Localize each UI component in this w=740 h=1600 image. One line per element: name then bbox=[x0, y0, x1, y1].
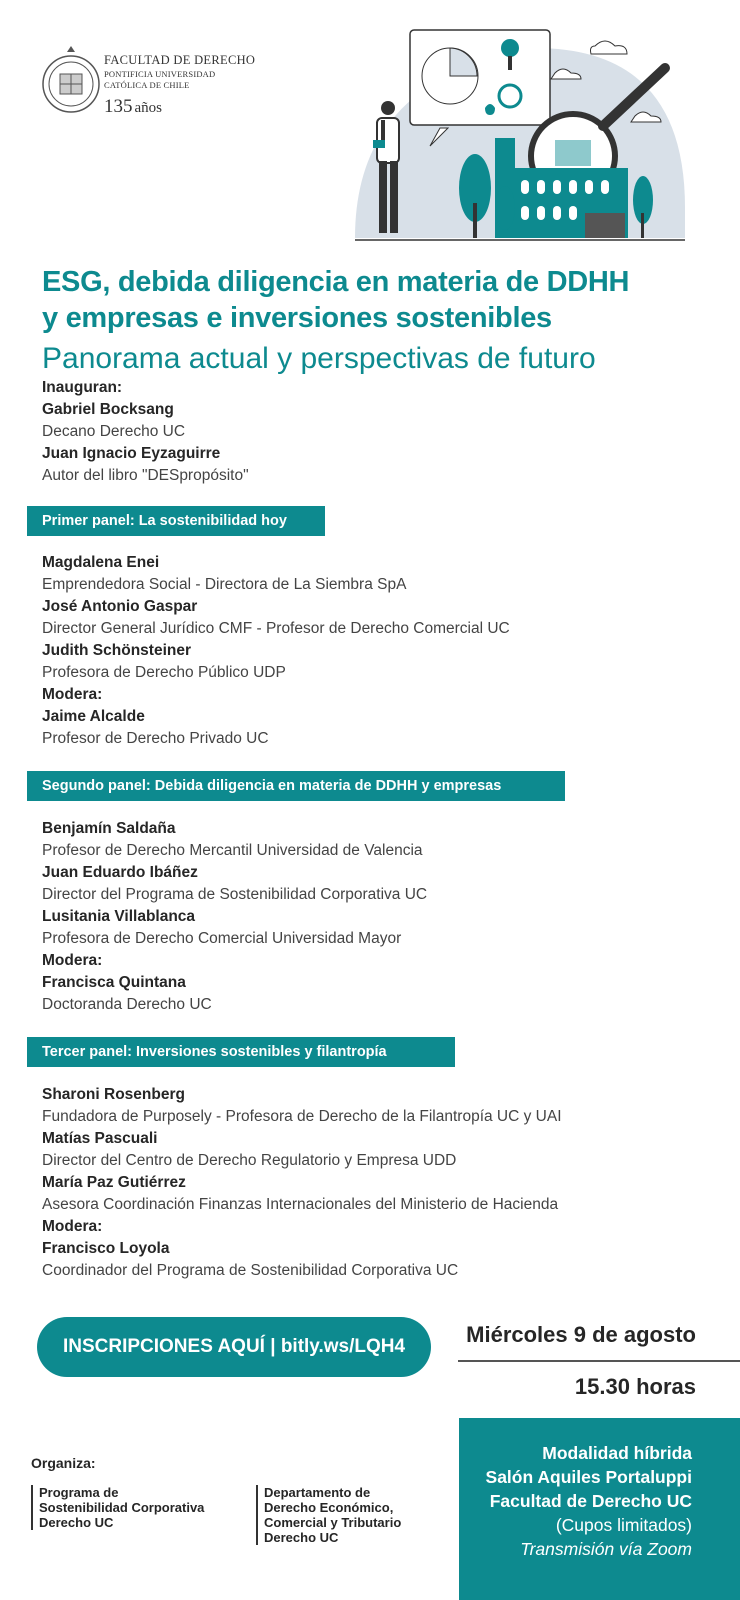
event-date: Miércoles 9 de agosto bbox=[466, 1322, 696, 1347]
organizer-line: Sostenibilidad Corporativa bbox=[39, 1500, 205, 1515]
speaker-role: Fundadora de Purposely - Profesora de Derecho de la Filantropía UC y UAI bbox=[42, 1108, 562, 1125]
speaker-role: Emprendedora Social - Directora de La Siembra SpA bbox=[42, 576, 407, 593]
venue-line: Transmisión vía Zoom bbox=[520, 1539, 692, 1559]
panel-2-header: Segundo panel: Debida diligencia en materia de DDHH y empresas bbox=[27, 771, 565, 801]
university-line2: CATÓLICA DE CHILE bbox=[104, 80, 190, 90]
speaker-name: María Paz Gutiérrez bbox=[42, 1174, 186, 1191]
moderator-heading: Modera: bbox=[42, 686, 103, 703]
organizer-department bbox=[256, 1485, 401, 1545]
anniversary bbox=[104, 96, 162, 118]
speaker-name: Juan Eduardo Ibáñez bbox=[42, 864, 198, 881]
divider bbox=[458, 1360, 740, 1362]
sustainability-city-illustration bbox=[355, 28, 695, 246]
university-line1: PONTIFICIA UNIVERSIDAD bbox=[104, 69, 216, 79]
speaker-name: Gabriel Bocksang bbox=[42, 401, 174, 418]
speaker-role: Asesora Coordinación Finanzas Internacionales del Ministerio de Hacienda bbox=[42, 1196, 559, 1213]
speaker-role: Profesor de Derecho Privado UC bbox=[42, 730, 269, 747]
organizer-line: Derecho UC bbox=[39, 1515, 114, 1530]
speaker-name: Sharoni Rosenberg bbox=[42, 1086, 185, 1103]
registration-button[interactable]: INSCRIPCIONES AQUÍ | bitly.ws/LQH4 bbox=[37, 1317, 431, 1377]
speaker-name: Matías Pascuali bbox=[42, 1130, 158, 1147]
anniversary-word: años bbox=[134, 100, 162, 116]
speaker-name: Benjamín Saldaña bbox=[42, 820, 176, 837]
speaker-name: Francisca Quintana bbox=[42, 974, 186, 991]
speaker-role: Decano Derecho UC bbox=[42, 423, 186, 440]
event-title-line2: y empresas e inversiones sostenibles bbox=[42, 302, 552, 334]
opening-heading: Inauguran: bbox=[42, 379, 123, 396]
speaker-role: Director del Centro de Derecho Regulatorio y Empresa UDD bbox=[42, 1152, 457, 1169]
speaker-role: Profesora de Derecho Comercial Universidad Mayor bbox=[42, 930, 402, 947]
speaker-name: Juan Ignacio Eyzaguirre bbox=[42, 445, 221, 462]
speaker-role: Director General Jurídico CMF - Profesor de Derecho Comercial UC bbox=[42, 620, 510, 637]
speaker-role: Autor del libro "DESpropósito" bbox=[42, 467, 249, 484]
organizer-line: Derecho Económico, bbox=[264, 1500, 394, 1515]
organizer-line: Programa de bbox=[39, 1485, 119, 1500]
speaker-name: Jaime Alcalde bbox=[42, 708, 145, 725]
panel-3-header: Tercer panel: Inversiones sostenibles y filantropía bbox=[27, 1037, 455, 1067]
panel-1-header: Primer panel: La sostenibilidad hoy bbox=[27, 506, 325, 536]
event-time: 15.30 horas bbox=[574, 1374, 696, 1399]
speaker-role: Coordinador del Programa de Sostenibilidad Corporativa UC bbox=[42, 1262, 459, 1279]
speaker-role: Profesora de Derecho Público UDP bbox=[42, 664, 286, 681]
venue-box bbox=[459, 1418, 740, 1600]
speaker-name: Lusitania Villablanca bbox=[42, 908, 196, 925]
organizer-line: Departamento de bbox=[264, 1485, 371, 1500]
speaker-role: Doctoranda Derecho UC bbox=[42, 996, 212, 1013]
speaker-name: Magdalena Enei bbox=[42, 554, 160, 571]
speaker-name: Francisco Loyola bbox=[42, 1240, 170, 1257]
organizer-line: Comercial y Tributario bbox=[264, 1515, 402, 1530]
speaker-name: Judith Schönsteiner bbox=[42, 642, 191, 659]
venue-line: (Cupos limitados) bbox=[555, 1515, 692, 1535]
organizer-line: Derecho UC bbox=[264, 1530, 339, 1545]
organizer-program bbox=[31, 1485, 204, 1530]
moderator-heading: Modera: bbox=[42, 952, 103, 969]
speaker-role: Director del Programa de Sostenibilidad Corporativa UC bbox=[42, 886, 428, 903]
anniversary-number: 135 bbox=[104, 96, 133, 117]
venue-line: Salón Aquiles Portaluppi bbox=[485, 1467, 692, 1487]
faculty-name: FACULTAD DE DERECHO bbox=[104, 53, 256, 67]
moderator-heading: Modera: bbox=[42, 1218, 103, 1235]
speaker-role: Profesor de Derecho Mercantil Universidad de Valencia bbox=[42, 842, 423, 859]
venue-line: Modalidad híbrida bbox=[542, 1443, 692, 1463]
organizers-label: Organiza: bbox=[31, 1455, 96, 1471]
event-subtitle: Panorama actual y perspectivas de futuro bbox=[42, 342, 596, 375]
venue-line: Facultad de Derecho UC bbox=[489, 1491, 692, 1511]
speaker-name: José Antonio Gaspar bbox=[42, 598, 198, 615]
event-title-line1: ESG, debida diligencia en materia de DDHH bbox=[42, 266, 630, 298]
university-seal-icon bbox=[40, 44, 102, 122]
